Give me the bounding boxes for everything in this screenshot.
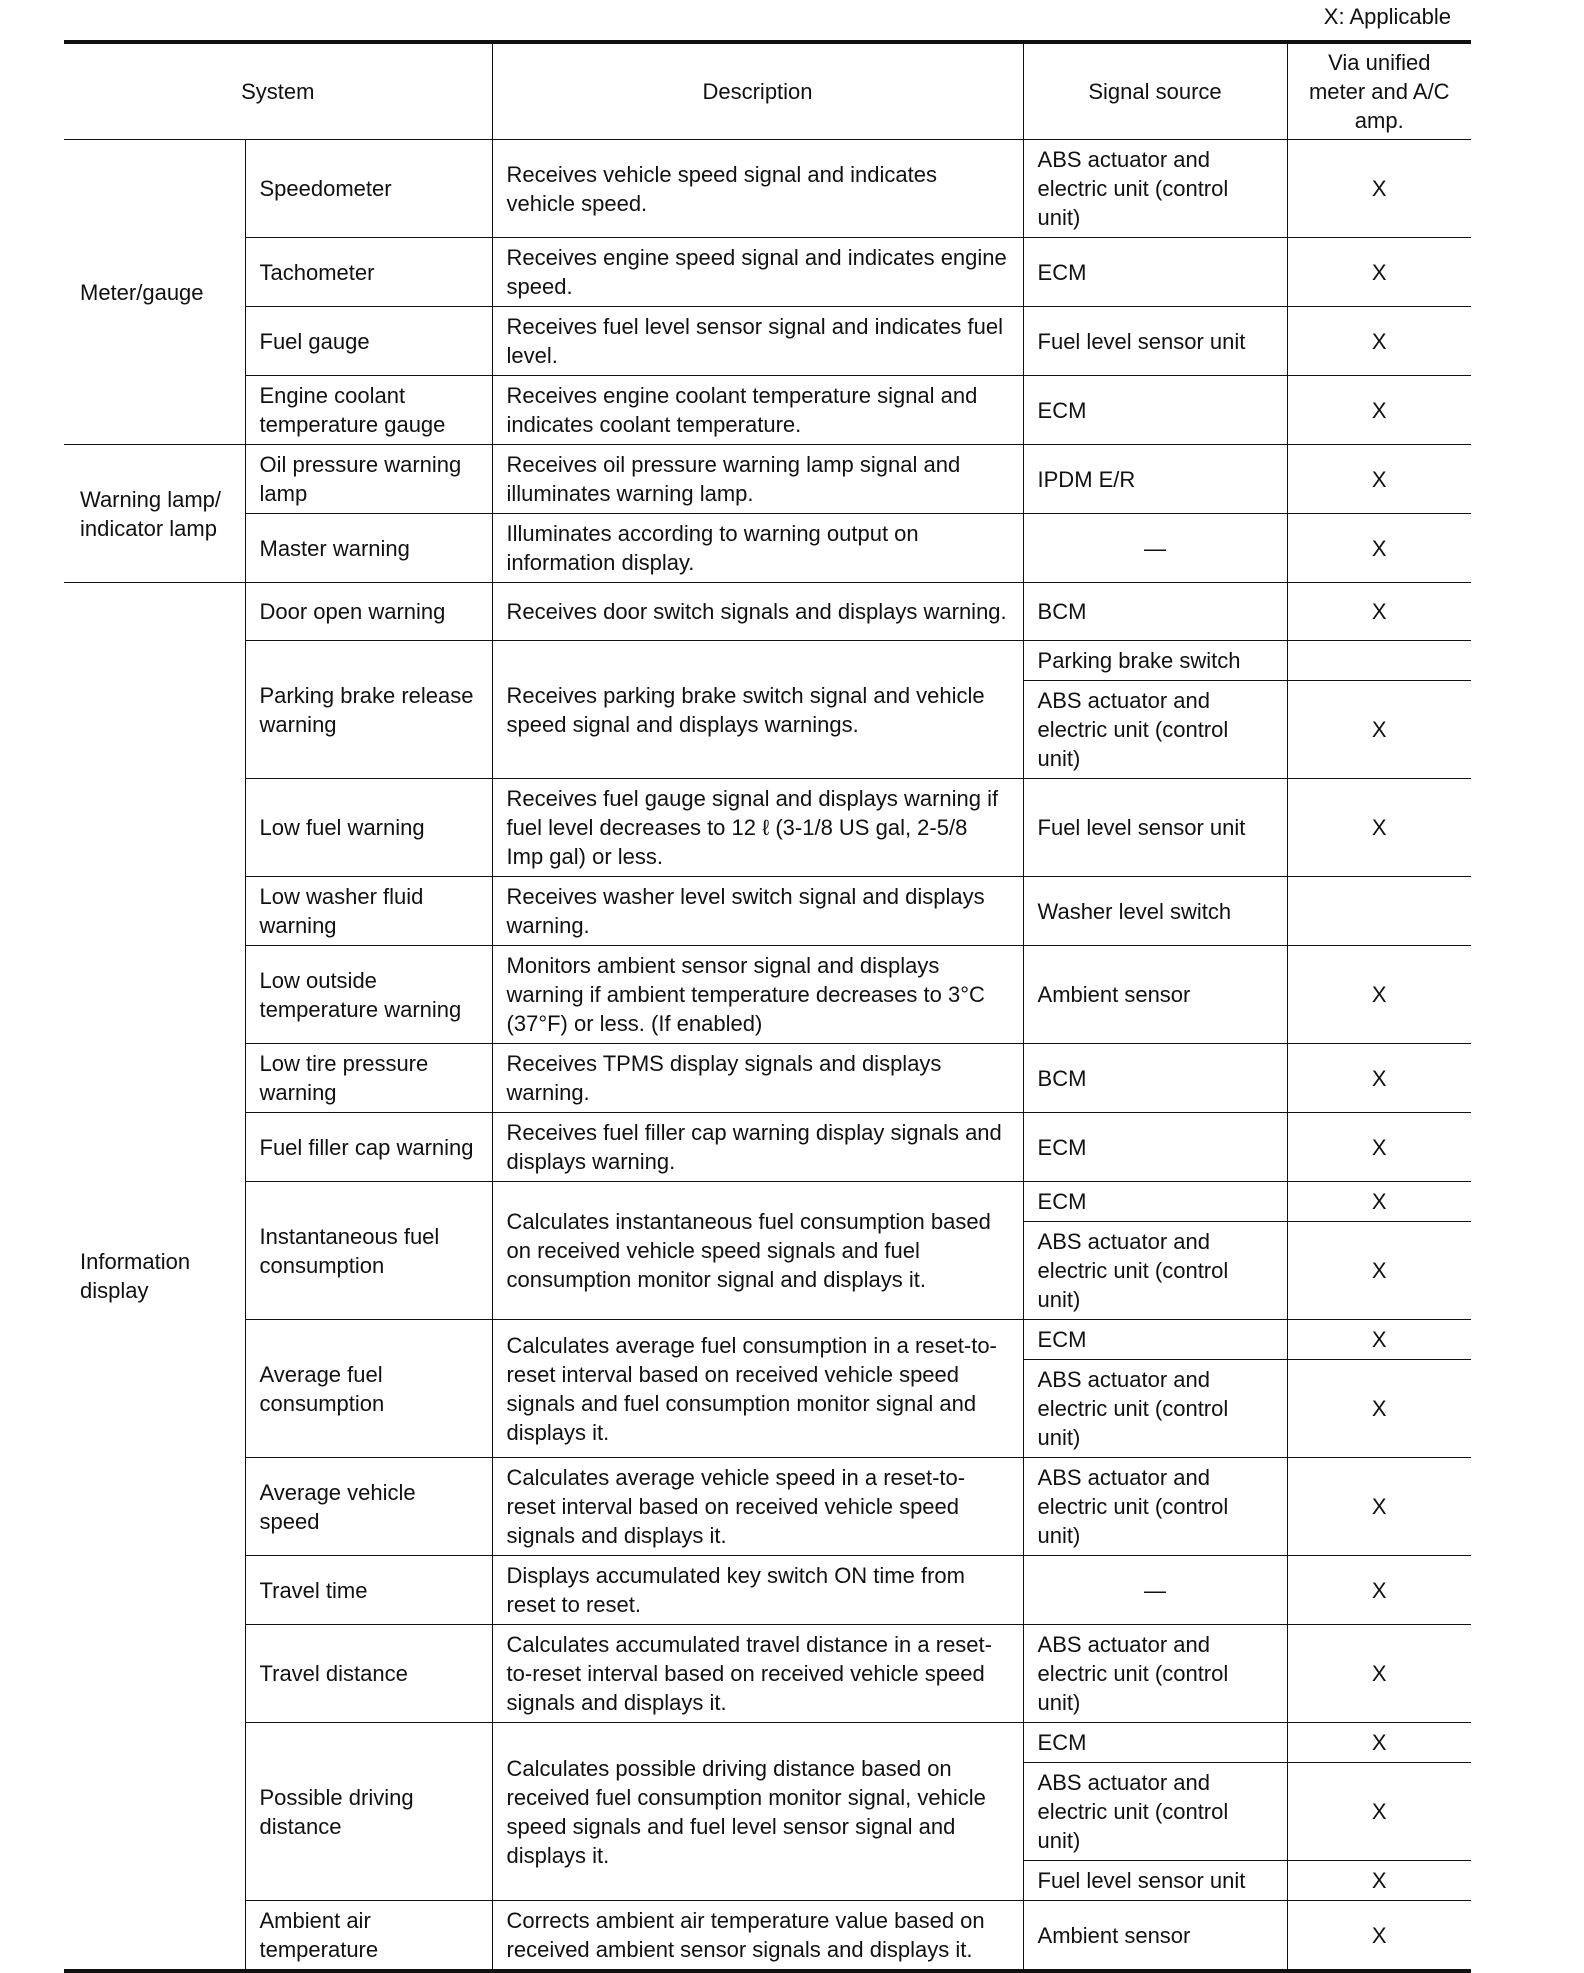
description-cell: Calculates possible driving distance based on received fuel consumption monitor signal, vehicle speed signals and fuel level sensor signal and displays it. xyxy=(492,1723,1023,1901)
table-row xyxy=(64,307,1471,376)
table-row xyxy=(64,583,1471,641)
table-row xyxy=(64,1901,1471,1972)
header-row xyxy=(64,42,1471,140)
signal-source-cell: — xyxy=(1023,514,1287,583)
applicable-mark-cell: X xyxy=(1287,307,1471,376)
signal-source-cell: ABS actuator and electric unit (control unit) xyxy=(1023,681,1287,779)
applicable-mark-cell: X xyxy=(1287,1723,1471,1763)
table-row xyxy=(64,779,1471,877)
applicable-mark-cell: X xyxy=(1287,946,1471,1044)
signal-source-cell: Fuel level sensor unit xyxy=(1023,779,1287,877)
table-row xyxy=(64,514,1471,583)
signal-source-cell: ABS actuator and electric unit (control unit) xyxy=(1023,140,1287,238)
applicable-mark-cell: X xyxy=(1287,681,1471,779)
header-signal-source: Signal source xyxy=(1023,42,1287,140)
applicable-mark-cell xyxy=(1287,877,1471,946)
description-cell: Receives fuel filler cap warning display signals and displays warning. xyxy=(492,1113,1023,1182)
description-cell: Calculates accumulated travel distance in a reset-to-reset interval based on received vehicle speed signals and displays it. xyxy=(492,1625,1023,1723)
system-group-cell: Information display xyxy=(64,583,245,1972)
applicable-mark-cell: X xyxy=(1287,514,1471,583)
applicable-mark-cell: X xyxy=(1287,583,1471,641)
applicable-mark-cell: X xyxy=(1287,1901,1471,1972)
applicable-mark-cell: X xyxy=(1287,445,1471,514)
applicable-mark-cell: X xyxy=(1287,238,1471,307)
system-item-cell: Average fuel consumption xyxy=(245,1320,492,1458)
description-cell: Receives TPMS display signals and displays warning. xyxy=(492,1044,1023,1113)
system-item-cell: Ambient air temperature xyxy=(245,1901,492,1972)
table-row xyxy=(64,1182,1471,1222)
applicable-mark-cell: X xyxy=(1287,1458,1471,1556)
description-cell: Displays accumulated key switch ON time from reset to reset. xyxy=(492,1556,1023,1625)
signal-source-cell: ECM xyxy=(1023,1182,1287,1222)
applicable-legend: X: Applicable xyxy=(1323,4,1451,29)
system-group-cell: Meter/gauge xyxy=(64,140,245,445)
signal-source-cell: — xyxy=(1023,1556,1287,1625)
signal-source-cell: Ambient sensor xyxy=(1023,1901,1287,1972)
table-row xyxy=(64,376,1471,445)
applicable-mark-cell: X xyxy=(1287,1861,1471,1901)
header-system: System xyxy=(64,42,492,140)
description-cell: Receives parking brake switch signal and vehicle speed signal and displays warnings. xyxy=(492,641,1023,779)
description-cell: Calculates average vehicle speed in a reset-to-reset interval based on received vehicle speed signals and displays it. xyxy=(492,1458,1023,1556)
system-item-cell: Low washer fluid warning xyxy=(245,877,492,946)
applicable-mark-cell: X xyxy=(1287,1360,1471,1458)
system-item-cell: Tachometer xyxy=(245,238,492,307)
description-cell: Receives vehicle speed signal and indicates vehicle speed. xyxy=(492,140,1023,238)
description-cell: Receives fuel gauge signal and displays warning if fuel level decreases to 12 ℓ (3-1/8 US gal, 2-5/8 Imp gal) or less. xyxy=(492,779,1023,877)
applicable-mark-cell: X xyxy=(1287,1320,1471,1360)
table-row xyxy=(64,140,1471,238)
signal-source-cell: Fuel level sensor unit xyxy=(1023,1861,1287,1901)
system-item-cell: Engine coolant temperature gauge xyxy=(245,376,492,445)
applicable-mark-cell: X xyxy=(1287,1182,1471,1222)
table-row xyxy=(64,1113,1471,1182)
applicable-mark-cell: X xyxy=(1287,1625,1471,1723)
table-row xyxy=(64,946,1471,1044)
system-group-cell: Warning lamp/ indicator lamp xyxy=(64,445,245,583)
system-item-cell: Master warning xyxy=(245,514,492,583)
system-item-cell: Low tire pressure warning xyxy=(245,1044,492,1113)
description-cell: Calculates average fuel consumption in a reset-to-reset interval based on received vehicle speed signals and fuel consumption monitor signal and displays it. xyxy=(492,1320,1023,1458)
system-item-cell: Low outside temperature warning xyxy=(245,946,492,1044)
system-item-cell: Speedometer xyxy=(245,140,492,238)
description-cell: Illuminates according to warning output on information display. xyxy=(492,514,1023,583)
signal-source-cell: Fuel level sensor unit xyxy=(1023,307,1287,376)
table-row xyxy=(64,1556,1471,1625)
signal-source-cell: ECM xyxy=(1023,1113,1287,1182)
signal-source-cell: ECM xyxy=(1023,1723,1287,1763)
description-cell: Receives washer level switch signal and displays warning. xyxy=(492,877,1023,946)
system-table xyxy=(64,40,1471,1973)
header-via-unified-meter: Via unified meter and A/C amp. xyxy=(1287,42,1471,140)
signal-source-cell: ECM xyxy=(1023,376,1287,445)
signal-source-cell: ABS actuator and electric unit (control unit) xyxy=(1023,1222,1287,1320)
table-row xyxy=(64,1458,1471,1556)
system-item-cell: Travel distance xyxy=(245,1625,492,1723)
applicable-mark-cell: X xyxy=(1287,140,1471,238)
signal-source-cell: IPDM E/R xyxy=(1023,445,1287,514)
table-row xyxy=(64,445,1471,514)
signal-source-cell: ECM xyxy=(1023,1320,1287,1360)
applicable-mark-cell: X xyxy=(1287,1222,1471,1320)
system-item-cell: Fuel gauge xyxy=(245,307,492,376)
system-item-cell: Average vehicle speed xyxy=(245,1458,492,1556)
applicable-mark-cell: X xyxy=(1287,1763,1471,1861)
table-row xyxy=(64,238,1471,307)
signal-source-cell: BCM xyxy=(1023,583,1287,641)
description-cell: Monitors ambient sensor signal and displays warning if ambient temperature decreases to 3°C (37°F) or less. (If enabled) xyxy=(492,946,1023,1044)
system-item-cell: Travel time xyxy=(245,1556,492,1625)
applicable-mark-cell xyxy=(1287,641,1471,681)
description-cell: Calculates instantaneous fuel consumption based on received vehicle speed signals and fuel consumption monitor signal and displays it. xyxy=(492,1182,1023,1320)
table-row xyxy=(64,1044,1471,1113)
signal-source-cell: ABS actuator and electric unit (control unit) xyxy=(1023,1625,1287,1723)
applicable-mark-cell: X xyxy=(1287,376,1471,445)
description-cell: Corrects ambient air temperature value based on received ambient sensor signals and displays it. xyxy=(492,1901,1023,1972)
signal-source-cell: Washer level switch xyxy=(1023,877,1287,946)
applicable-mark-cell: X xyxy=(1287,1044,1471,1113)
signal-source-cell: ECM xyxy=(1023,238,1287,307)
description-cell: Receives engine coolant temperature signal and indicates coolant temperature. xyxy=(492,376,1023,445)
applicable-mark-cell: X xyxy=(1287,779,1471,877)
table-row xyxy=(64,1723,1471,1763)
signal-source-cell: Parking brake switch xyxy=(1023,641,1287,681)
header-description: Description xyxy=(492,42,1023,140)
system-item-cell: Oil pressure warning lamp xyxy=(245,445,492,514)
description-cell: Receives fuel level sensor signal and indicates fuel level. xyxy=(492,307,1023,376)
description-cell: Receives engine speed signal and indicates engine speed. xyxy=(492,238,1023,307)
system-item-cell: Door open warning xyxy=(245,583,492,641)
system-item-cell: Possible driving distance xyxy=(245,1723,492,1901)
description-cell: Receives door switch signals and displays warning. xyxy=(492,583,1023,641)
system-item-cell: Fuel filler cap warning xyxy=(245,1113,492,1182)
applicable-mark-cell: X xyxy=(1287,1113,1471,1182)
table-body xyxy=(64,140,1471,1972)
system-item-cell: Low fuel warning xyxy=(245,779,492,877)
table-row xyxy=(64,1320,1471,1360)
applicable-mark-cell: X xyxy=(1287,1556,1471,1625)
signal-source-cell: ABS actuator and electric unit (control unit) xyxy=(1023,1360,1287,1458)
system-item-cell: Parking brake release warning xyxy=(245,641,492,779)
table-row xyxy=(64,1625,1471,1723)
signal-source-cell: Ambient sensor xyxy=(1023,946,1287,1044)
table-row xyxy=(64,641,1471,681)
system-item-cell: Instantaneous fuel consumption xyxy=(245,1182,492,1320)
signal-source-cell: ABS actuator and electric unit (control unit) xyxy=(1023,1458,1287,1556)
table-row xyxy=(64,877,1471,946)
signal-source-cell: ABS actuator and electric unit (control unit) xyxy=(1023,1763,1287,1861)
description-cell: Receives oil pressure warning lamp signal and illuminates warning lamp. xyxy=(492,445,1023,514)
signal-source-cell: BCM xyxy=(1023,1044,1287,1113)
